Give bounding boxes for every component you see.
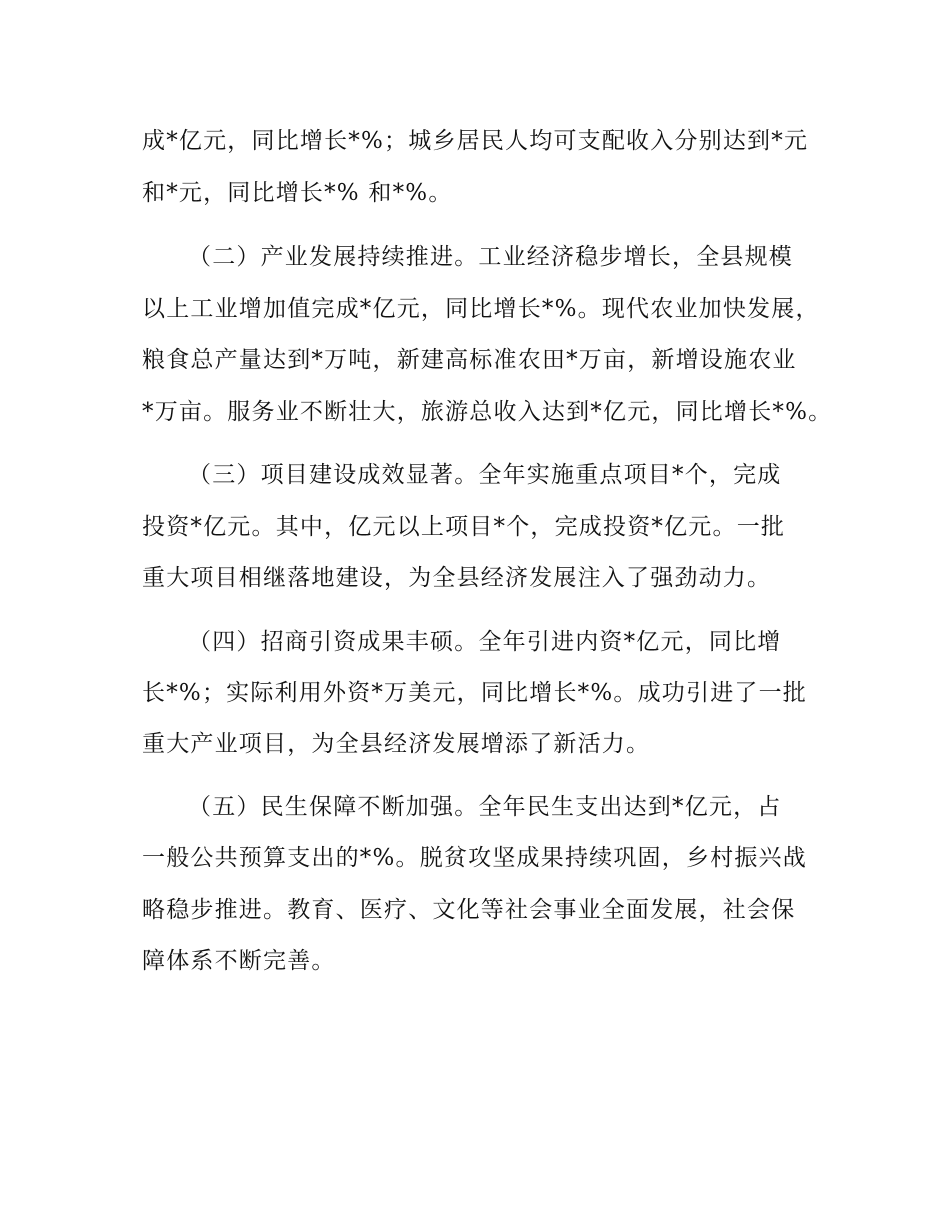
paragraph-line: *万亩。服务业不断壮大，旅游总收入达到*亿元，同比增长*%。	[142, 399, 833, 425]
paragraph-line: 粮食总产量达到*万吨，新建高标准农田*万亩，新增设施农业	[142, 347, 797, 373]
paragraph-line: 成*亿元，同比增长*%；城乡居民人均可支配收入分别达到*元	[142, 128, 809, 154]
paragraph-line: （二）产业发展持续推进。工业经济稳步增长，全县规模	[188, 244, 793, 270]
paragraph-line: 以上工业增加值完成*亿元，同比增长*%。现代农业加快发展，	[142, 296, 820, 322]
paragraph-line: 略稳步推进。教育、医疗、文化等社会事业全面发展，社会保	[142, 897, 796, 923]
paragraph-line: 重大产业项目，为全县经济发展增添了新活力。	[142, 731, 651, 757]
paragraph-line: （四）招商引资成果丰硕。全年引进内资*亿元，同比增	[188, 629, 782, 655]
paragraph-line: （三）项目建设成效显著。全年实施重点项目*个，完成	[188, 462, 782, 488]
paragraph-line: 长*%；实际利用外资*万美元，同比增长*%。成功引进了一批	[142, 680, 808, 706]
paragraph-line: 一般公共预算支出的*%。脱贫攻坚成果持续巩固，乡村振兴战	[142, 845, 807, 871]
paragraph-line: 障体系不断完善。	[142, 948, 336, 974]
paragraph-line: 投资*亿元。其中，亿元以上项目*个，完成投资*亿元。一批	[142, 514, 786, 540]
paragraph-line: 和*元，同比增长*% 和*%。	[142, 180, 453, 206]
paragraph-line: 重大项目相继落地建设，为全县经济发展注入了强劲动力。	[142, 565, 772, 591]
paragraph-line: （五）民生保障不断加强。全年民生支出达到*亿元，占	[188, 794, 782, 820]
